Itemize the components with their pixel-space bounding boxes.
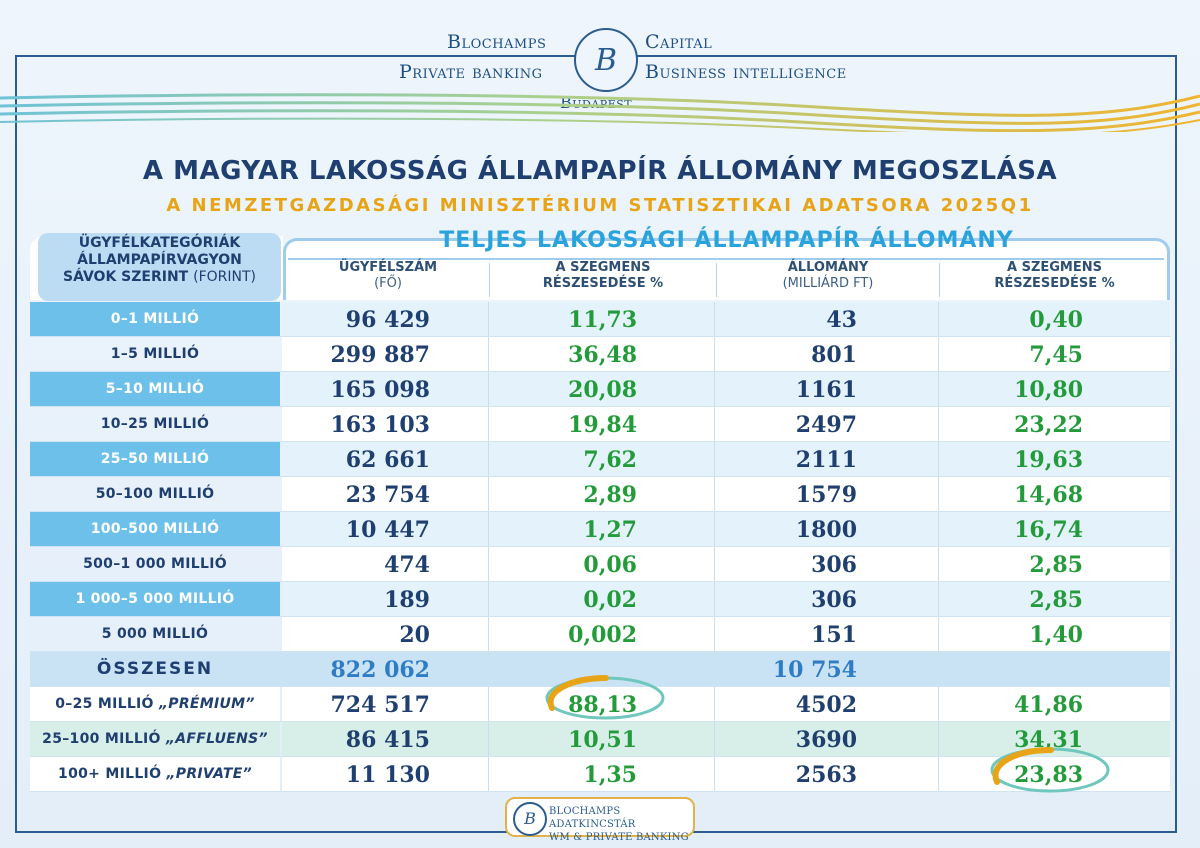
brand-right-top: Capital: [645, 31, 713, 53]
cell-amount: 801: [811, 342, 857, 368]
column-header-share2-label: A SZEGMENS: [1007, 260, 1102, 275]
row-label: 25–50 MILLIÓ: [30, 442, 280, 476]
category-header-unit: (FORINT): [193, 269, 256, 285]
decorative-waves: [0, 92, 1200, 132]
table-row: [30, 477, 1170, 512]
cell-clients: 163 103: [330, 412, 430, 438]
table-row: [30, 337, 1170, 372]
cell-amount: 3690: [795, 727, 857, 753]
cell-share2: 41,86: [1014, 692, 1083, 718]
brand-right-bottom: Business intelligence: [645, 61, 847, 83]
segment-range: 100+ MILLIÓ: [58, 766, 162, 782]
column-header-clients-label: ÜGYFÉLSZÁM: [338, 260, 438, 275]
table-row: [30, 442, 1170, 477]
cell-amount: 151: [811, 622, 857, 648]
segment-label: [30, 687, 280, 721]
category-header-line1: ÜGYFÉLKATEGÓRIÁK: [78, 235, 241, 251]
cell-clients: 474: [384, 552, 430, 578]
column-header-share1-label: A SZEGMENS: [555, 260, 651, 275]
cell-share2: 2,85: [1029, 587, 1083, 613]
cell-share2: 14,68: [1014, 482, 1083, 508]
table-row: [30, 372, 1170, 407]
page-title: A MAGYAR LAKOSSÁG ÁLLAMPAPÍR ÁLLOMÁNY MEGOSZLÁSA: [142, 156, 1058, 186]
row-label: 100–500 MILLIÓ: [30, 512, 280, 546]
row-label: 1–5 MILLIÓ: [110, 346, 200, 362]
column-header-clients-sub: (FŐ): [374, 276, 402, 291]
cell-amount: 1800: [795, 517, 857, 543]
row-label: 50–100 MILLIÓ: [95, 486, 215, 502]
table-row: [30, 582, 1170, 617]
cell-share1: 20,08: [568, 377, 637, 403]
brand-logo: [574, 28, 638, 92]
cell-share1: 0,06: [583, 552, 637, 578]
cell-amount: 4502: [795, 692, 857, 718]
column-header-share1-sub: RÉSZESEDÉSE %: [542, 276, 664, 291]
cell-share1: 11,73: [568, 307, 637, 333]
cell-share2: 2,85: [1029, 552, 1083, 578]
cell-share1: 0,02: [583, 587, 637, 613]
cell-share1: 10,51: [568, 727, 637, 753]
category-header: [38, 233, 281, 301]
column-header-share2: [942, 260, 1167, 300]
cell-clients: 299 887: [330, 342, 430, 368]
panel-title: TELJES LAKOSSÁGI ÁLLAMPAPÍR ÁLLOMÁNY: [439, 228, 1014, 253]
cell-share1: 0,002: [568, 622, 637, 648]
cell-amount: 1161: [795, 377, 857, 403]
category-header-line2: ÁLLAMPAPÍRVAGYON: [77, 252, 242, 268]
column-header-amount-label: ÁLLOMÁNY: [787, 260, 869, 275]
category-header-line3: SÁVOK SZERINT: [63, 269, 189, 285]
cell-clients: 189: [384, 587, 430, 613]
footer-badge: [505, 797, 695, 843]
cell-clients: 724 517: [330, 692, 430, 718]
cell-share2: 23,83: [1014, 762, 1083, 788]
total-clients: 822 062: [330, 657, 430, 683]
cell-share2: 16,74: [1014, 517, 1083, 543]
total-amount: 10 754: [772, 657, 857, 683]
segment-label: [30, 757, 280, 791]
table-row: [30, 512, 1170, 547]
row-label: 0–1 MILLIÓ: [30, 302, 280, 336]
segment-name: „PRÉMIUM”: [158, 696, 255, 712]
cell-share2: 0,40: [1029, 307, 1083, 333]
cell-share2: 19,63: [1014, 447, 1083, 473]
cell-share1: 1,27: [583, 517, 637, 543]
column-header-share1: [492, 260, 714, 300]
segment-name: „PRIVATE”: [166, 766, 252, 782]
table-row: [30, 617, 1170, 652]
cell-amount: 306: [811, 587, 857, 613]
cell-share1: 36,48: [568, 342, 637, 368]
cell-share2: 1,40: [1029, 622, 1083, 648]
cell-share1: 7,62: [583, 447, 637, 473]
column-header-amount-sub: (MILLIÁRD FT): [782, 276, 874, 291]
cell-amount: 1579: [795, 482, 857, 508]
cell-clients: 165 098: [330, 377, 430, 403]
column-separator: [716, 263, 717, 297]
cell-share2: 7,45: [1029, 342, 1083, 368]
column-header-clients: [288, 260, 488, 300]
row-label: 5 000 MILLIÓ: [101, 626, 209, 642]
footer-line2: WM & PRIVATE BANKING: [549, 832, 689, 843]
cell-amount: 2563: [795, 762, 857, 788]
table-row: [30, 407, 1170, 442]
total-label: ÖSSZESEN: [30, 652, 280, 686]
logo-letter: B: [594, 42, 618, 78]
cell-clients: 96 429: [345, 307, 430, 333]
cell-share1: 19,84: [568, 412, 637, 438]
highlight-ring-private: [985, 742, 1115, 798]
row-label: 10–25 MILLIÓ: [100, 416, 210, 432]
footer-line1: BLOCHAMPS ADATKINCSTÁR: [549, 806, 636, 830]
brand-city: Budapest: [560, 93, 633, 112]
segment-range: 0–25 MILLIÓ: [55, 696, 154, 712]
cell-share2: 23,22: [1014, 412, 1083, 438]
segment-label: [30, 722, 280, 756]
highlight-ring-premium: [540, 672, 670, 724]
cell-clients: 10 447: [345, 517, 430, 543]
cell-clients: 86 415: [345, 727, 430, 753]
cell-amount: 43: [826, 307, 857, 333]
cell-amount: 2111: [795, 447, 857, 473]
cell-share1: 88,13: [568, 692, 637, 718]
segment-range: 25–100 MILLIÓ: [42, 731, 161, 747]
table-row: [30, 547, 1170, 582]
page-subtitle: A NEMZETGAZDASÁGI MINISZTÉRIUM STATISZTIKAI ADATSORA 2025Q1: [166, 195, 1034, 216]
table-row: [30, 302, 1170, 337]
cell-share2: 34,31: [1014, 727, 1083, 753]
cell-clients: 11 130: [345, 762, 430, 788]
cell-amount: 2497: [795, 412, 857, 438]
cell-clients: 62 661: [345, 447, 430, 473]
segment-name: „AFFLUENS”: [165, 731, 268, 747]
row-label: 1 000–5 000 MILLIÓ: [30, 582, 280, 616]
brand-left-bottom: Private banking: [399, 61, 543, 83]
cell-amount: 306: [811, 552, 857, 578]
column-header-share2-sub: RÉSZESEDÉSE %: [994, 276, 1115, 291]
row-label: 500–1 000 MILLIÓ: [83, 556, 227, 572]
column-separator: [489, 263, 490, 297]
column-separator: [939, 263, 940, 297]
cell-clients: 23 754: [345, 482, 430, 508]
column-header-amount: [718, 260, 938, 300]
footer-logo: B: [513, 802, 547, 836]
cell-share1: 1,35: [583, 762, 637, 788]
cell-share2: 10,80: [1014, 377, 1083, 403]
brand-left-top: Blochamps: [447, 31, 547, 53]
row-label: 5–10 MILLIÓ: [30, 372, 280, 406]
cell-share1: 2,89: [583, 482, 637, 508]
cell-clients: 20: [399, 622, 430, 648]
